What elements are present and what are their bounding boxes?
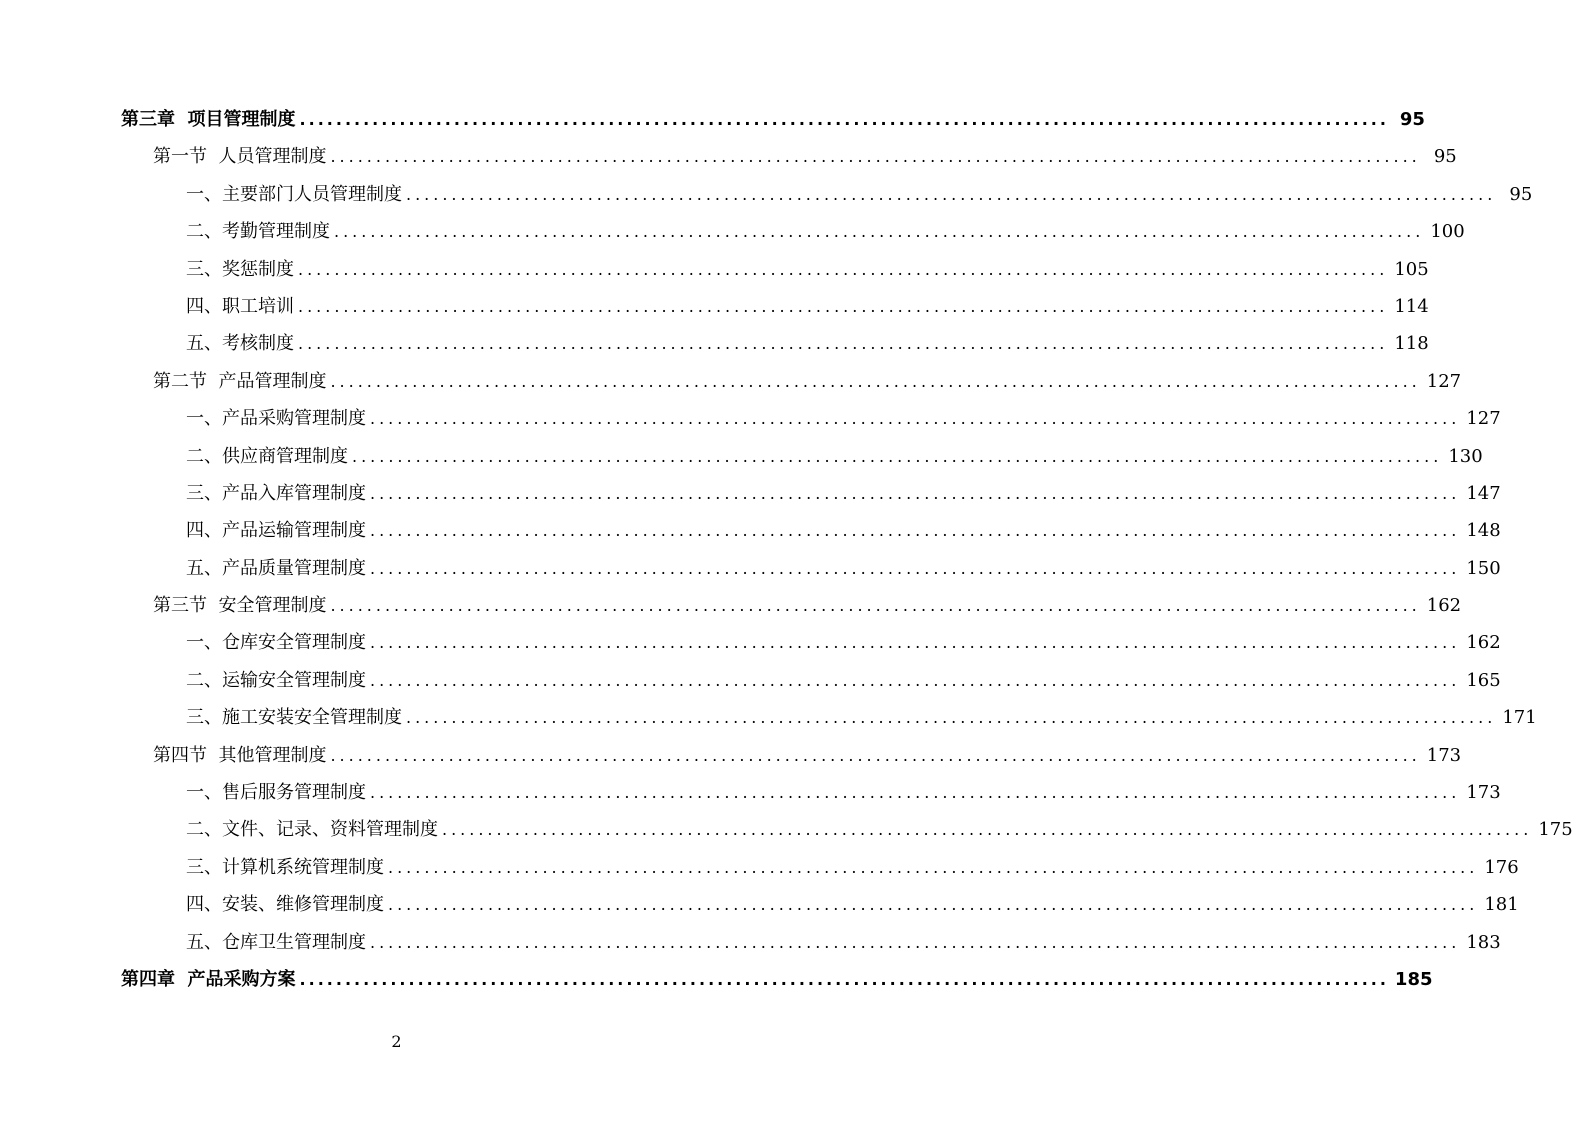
toc-entry-page: 100 [1430,221,1465,243]
toc-entry-item[interactable] [0,438,1483,475]
toc-entry-title: 四、产品运输管理制度 [186,520,366,542]
toc-dot-leader: ........................................................................................................................ [330,745,1421,765]
toc-entry-item[interactable] [0,811,1573,848]
toc-dot-leader: ........................................................................................................................ [442,820,1533,840]
toc-dot-leader: ........................................................................................................................ [334,222,1425,242]
table-of-contents [0,101,1573,998]
toc-entry-item[interactable] [0,774,1501,811]
toc-dot-leader: ........................................................................................................................ [406,184,1497,204]
toc-entry-title: 一、主要部门人员管理制度 [186,183,402,205]
toc-entry-title: 三、奖惩制度 [186,258,294,280]
toc-entry-item[interactable] [0,288,1429,325]
toc-entry-page: 171 [1502,707,1537,729]
toc-entry-title: 三、计算机系统管理制度 [186,856,384,878]
toc-entry-page: 114 [1394,295,1429,317]
toc-entry-section[interactable] [0,363,1462,400]
toc-entry-title: 四、安装、维修管理制度 [186,894,384,916]
toc-entry-page: 150 [1466,557,1501,579]
toc-entry-title: 四、职工培训 [186,295,294,317]
toc-entry-title: 三、产品入库管理制度 [186,482,366,504]
toc-dot-leader: ........................................................................................................................ [370,783,1461,803]
toc-entry-title: 第三章 项目管理制度 [121,109,296,130]
toc-entry-item[interactable] [0,325,1429,362]
toc-entry-item[interactable] [0,512,1501,549]
toc-entry-section[interactable] [0,138,1457,175]
toc-entry-item[interactable] [0,251,1429,288]
toc-entry-title: 二、供应商管理制度 [186,445,348,467]
toc-entry-title: 第四节 其他管理制度 [153,744,327,766]
toc-dot-leader: ........................................................................................................................ [370,633,1461,653]
toc-entry-page: 148 [1466,520,1501,542]
toc-entry-page: 165 [1466,669,1501,691]
toc-dot-leader: ........................................................................................................................ [406,708,1497,728]
toc-entry-item[interactable] [0,924,1501,961]
toc-entry-chapter[interactable] [0,101,1425,138]
toc-entry-section[interactable] [0,737,1462,774]
toc-entry-item[interactable] [0,624,1501,661]
toc-dot-leader: ........................................................................................................................ [370,932,1461,952]
toc-entry-page: 127 [1426,370,1462,392]
toc-entry-item[interactable] [0,475,1501,512]
toc-entry-page: 185 [1394,968,1433,990]
toc-entry-item[interactable] [0,550,1501,587]
toc-dot-leader: ........................................................................................................................ [370,670,1461,690]
toc-entry-title: 第四章 产品采购方案 [121,968,296,990]
toc-entry-title: 二、运输安全管理制度 [186,669,366,691]
toc-entry-page: 162 [1466,632,1501,654]
toc-entry-title: 第一节 人员管理制度 [153,146,327,168]
toc-entry-page: 127 [1466,408,1501,430]
toc-entry-page: 181 [1484,894,1519,916]
toc-entry-page: 183 [1466,931,1501,953]
toc-entry-title: 一、产品采购管理制度 [186,408,366,430]
toc-dot-leader: ........................................................................................................................ [330,147,1421,167]
toc-entry-page: 175 [1538,819,1573,841]
toc-entry-title: 第三节 安全管理制度 [153,595,327,617]
toc-entry-item[interactable] [0,176,1533,213]
toc-dot-leader: ........................................................................................................................ [370,521,1461,541]
toc-entry-page: 95 [1433,146,1457,168]
toc-entry-title: 一、售后服务管理制度 [186,782,366,804]
toc-entry-page: 130 [1448,445,1483,467]
toc-entry-item[interactable] [0,213,1465,250]
toc-dot-leader: ........................................................................................................................ [388,895,1479,915]
toc-entry-page: 105 [1394,258,1429,280]
toc-entry-chapter[interactable] [0,961,1433,998]
toc-entry-title: 三、施工安装安全管理制度 [186,707,402,729]
toc-entry-title: 五、产品质量管理制度 [186,557,366,579]
toc-dot-leader: ........................................................................................................................ [298,334,1389,354]
toc-entry-page: 162 [1426,595,1462,617]
toc-entry-section[interactable] [0,587,1462,624]
toc-dot-leader: ........................................................................................................................ [299,969,1389,989]
toc-entry-item[interactable] [0,662,1501,699]
toc-dot-leader: ........................................................................................................................ [330,596,1421,616]
toc-dot-leader: ........................................................................................................................ [388,857,1479,877]
toc-entry-title: 五、仓库卫生管理制度 [186,931,366,953]
toc-entry-page: 95 [1509,183,1533,205]
toc-entry-page: 95 [1399,109,1425,130]
toc-entry-page: 176 [1484,856,1519,878]
toc-dot-leader: ........................................................................................................................ [299,110,1389,129]
toc-entry-title: 五、考核制度 [186,333,294,355]
toc-entry-title: 一、仓库安全管理制度 [186,632,366,654]
toc-dot-leader: ........................................................................................................................ [370,558,1461,578]
toc-dot-leader: ........................................................................................................................ [352,446,1443,466]
toc-entry-title: 二、考勤管理制度 [186,221,330,243]
toc-entry-title: 二、文件、记录、资料管理制度 [186,819,438,841]
toc-entry-item[interactable] [0,886,1519,923]
toc-entry-item[interactable] [0,699,1537,736]
toc-dot-leader: ........................................................................................................................ [298,259,1389,279]
toc-entry-page: 118 [1394,333,1429,355]
toc-dot-leader: ........................................................................................................................ [370,409,1461,429]
page-number: 2 [391,1032,402,1051]
toc-dot-leader: ........................................................................................................................ [330,371,1421,391]
toc-entry-page: 173 [1466,782,1501,804]
toc-dot-leader: ........................................................................................................................ [298,296,1389,316]
toc-dot-leader: ........................................................................................................................ [370,483,1461,503]
toc-entry-item[interactable] [0,849,1519,886]
toc-entry-page: 147 [1466,482,1501,504]
toc-entry-item[interactable] [0,400,1501,437]
toc-entry-title: 第二节 产品管理制度 [153,370,327,392]
toc-entry-page: 173 [1426,744,1462,766]
